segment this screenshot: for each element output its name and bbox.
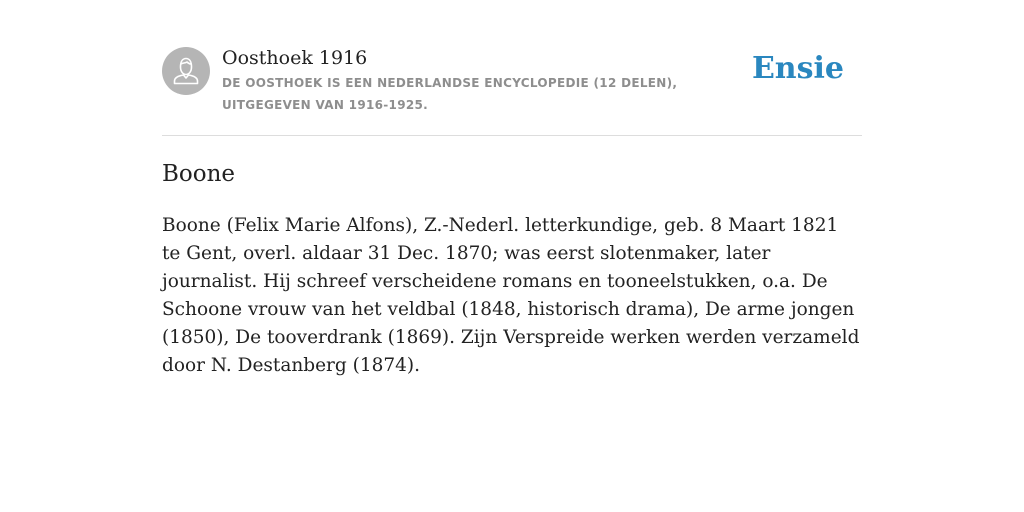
source-description: DE OOSTHOEK IS EEN NEDERLANDSE ENCYCLOPEDIE (12 DELEN), UITGEGEVEN VAN 1916-1925.: [222, 76, 678, 112]
entry-title: Boone: [162, 161, 236, 187]
source-header: [162, 44, 862, 136]
source-name[interactable]: Oosthoek 1916: [222, 47, 368, 69]
user-silhouette-icon: [162, 47, 210, 95]
entry-body: Boone (Felix Marie Alfons), Z.-Nederl. letterkundige, geb. 8 Maart 1821 te Gent, overl. aldaar 31 Dec. 1870; was eerst slotenmaker, later journalist. Hij schreef verscheidene romans en tooneelstukken, o.a. De Schoone vrouw van het veldbal (1848, historisch drama), De arme jongen (1850), De tooverdrank (1869). Zijn Verspreide werken werden verzameld door N. Destanberg (1874).: [162, 215, 860, 376]
avatar[interactable]: [162, 47, 210, 95]
ensie-logo[interactable]: Ensie: [751, 51, 844, 86]
